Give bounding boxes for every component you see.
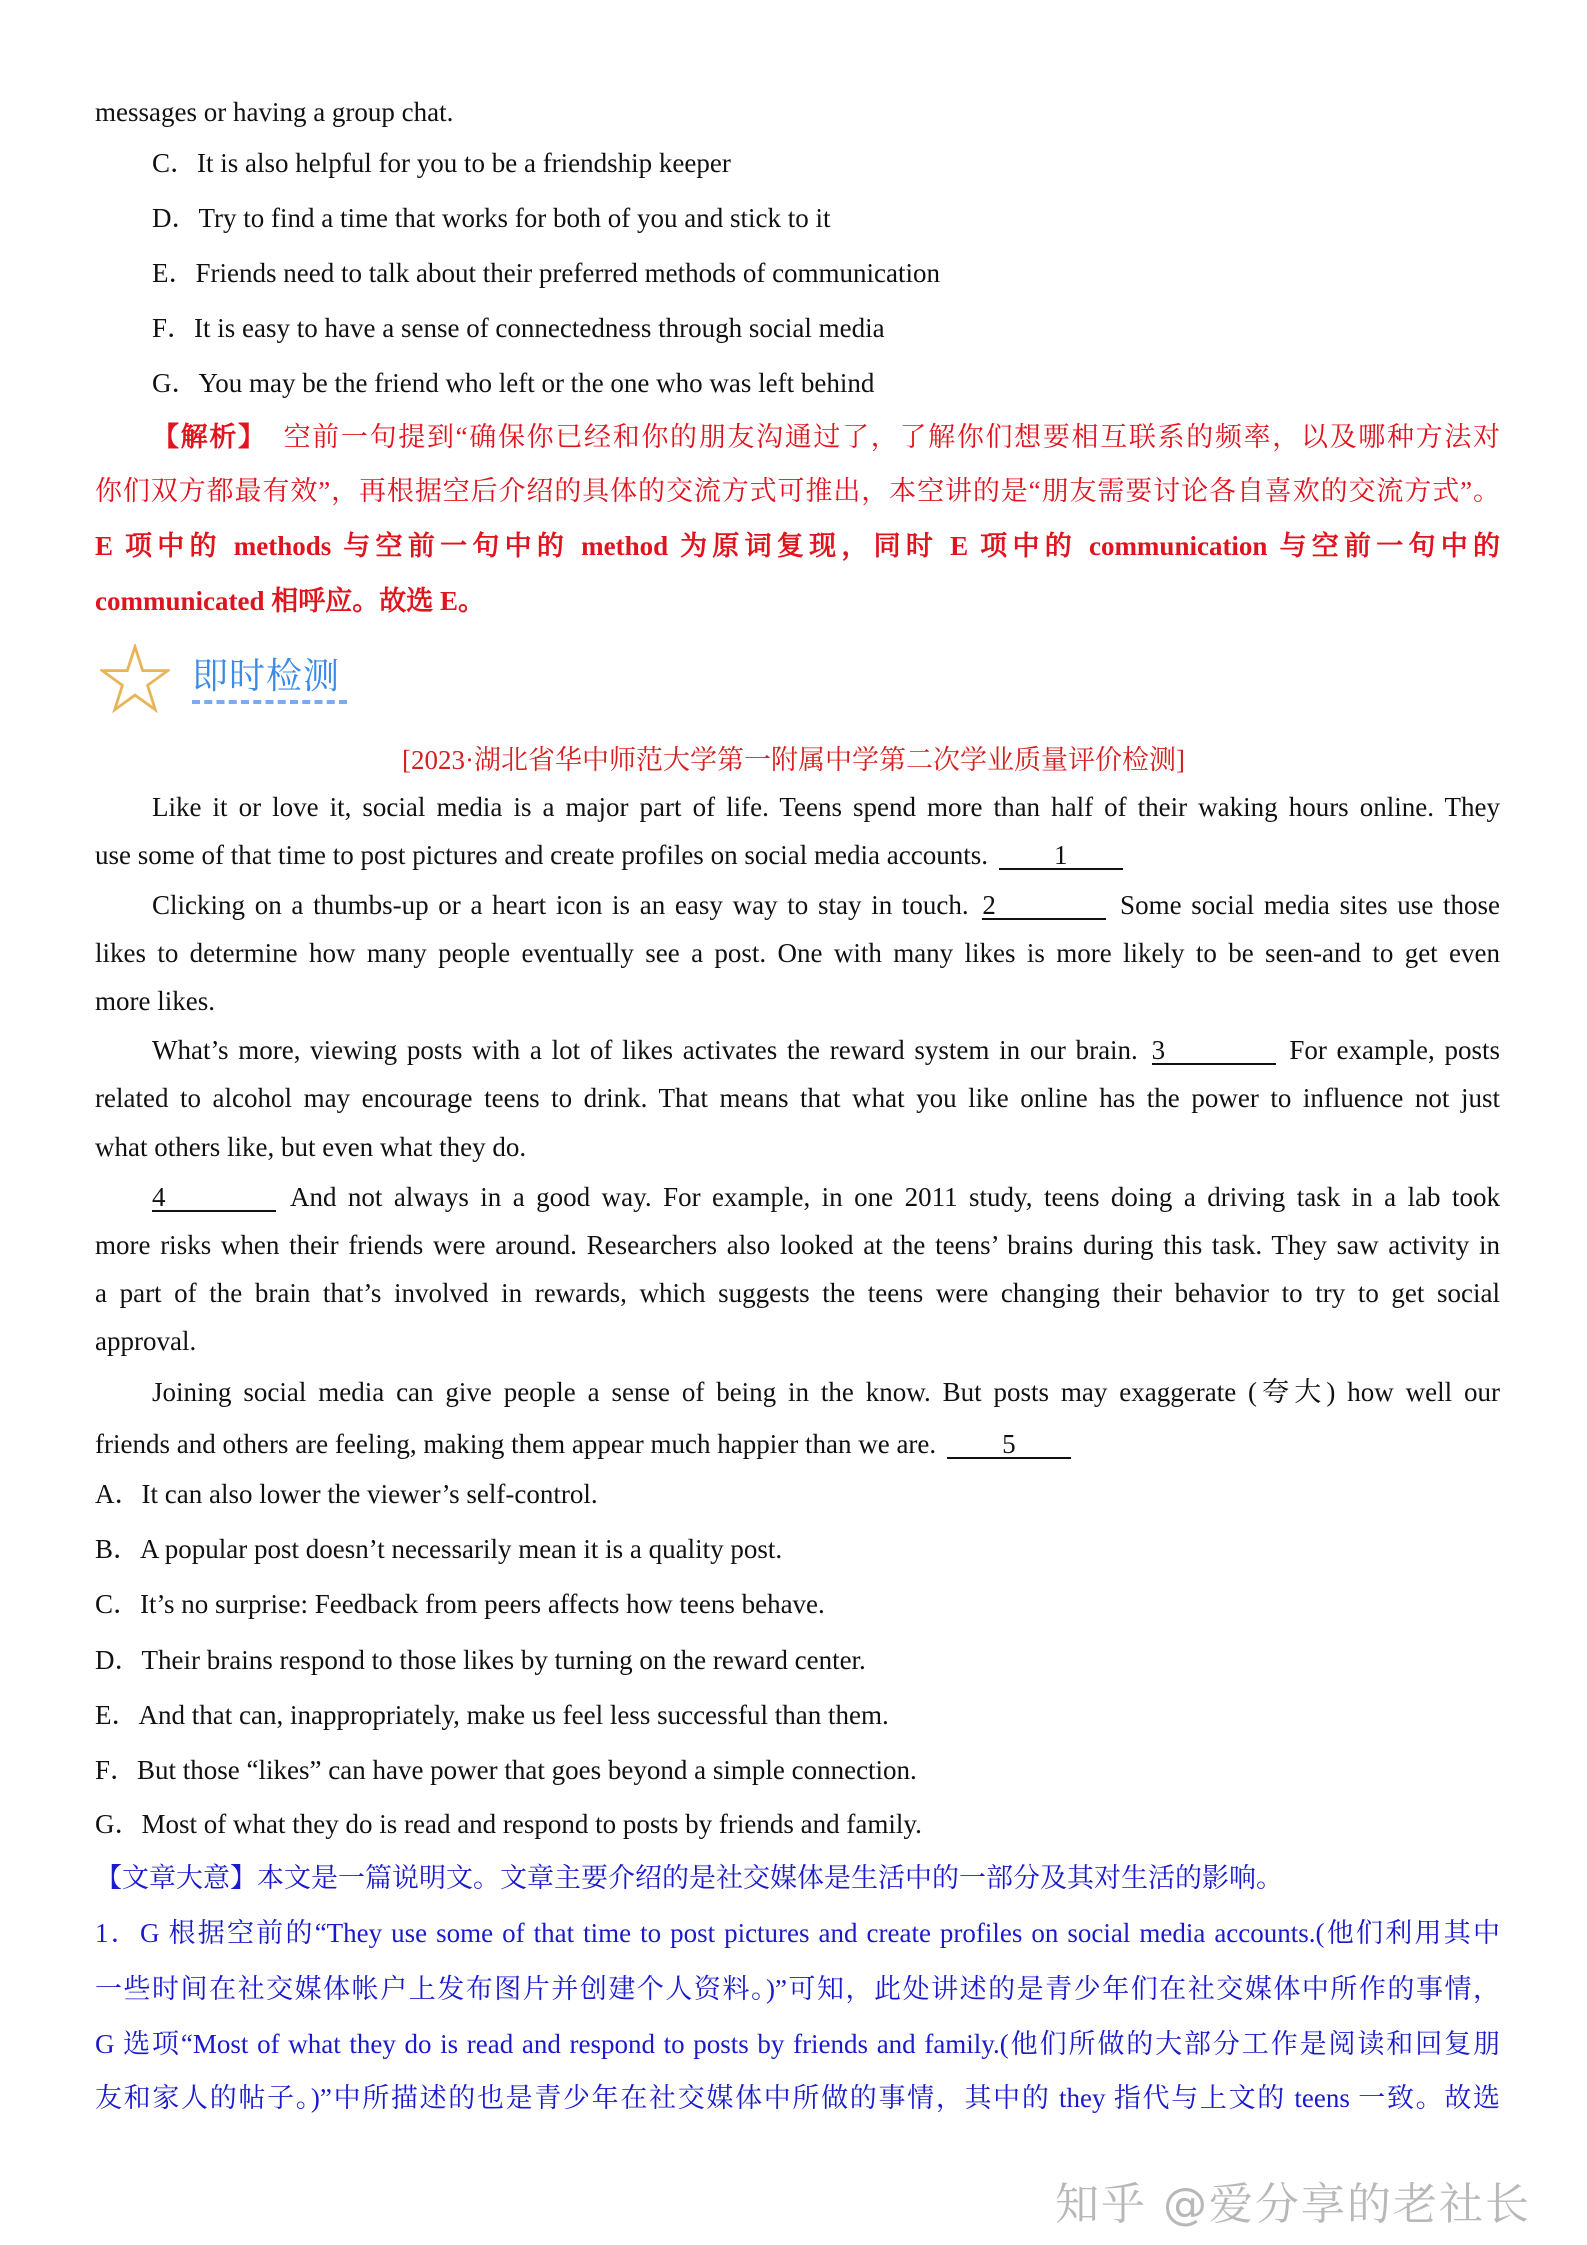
option-d bbox=[95, 1643, 1500, 1677]
option-text: A popular post doesn’t necessarily mean it is a quality post. bbox=[140, 1534, 783, 1564]
passage-text: Some social media sites use those bbox=[1120, 890, 1500, 920]
passage-text: friends and others are feeling, making them appear much happier than we are. bbox=[95, 1429, 937, 1459]
summary-line bbox=[95, 1861, 1500, 1895]
option-f bbox=[95, 1753, 1500, 1787]
answer-line: 一些时间在社交媒体帐户上发布图片并创建个人资料。)”可知，此处讲述的是青少年们在社交媒体中所作的事情， bbox=[95, 1974, 1500, 2004]
option-letter: C． bbox=[95, 1589, 141, 1619]
passage-line bbox=[152, 1033, 1500, 1067]
summary-label: 【文章大意】 bbox=[95, 1863, 257, 1893]
option-text: It can also lower the viewer’s self-control. bbox=[141, 1479, 598, 1509]
blank-4[interactable]: 4 bbox=[152, 1184, 276, 1212]
option-c bbox=[95, 1587, 1500, 1621]
option-b bbox=[95, 1532, 1500, 1566]
passage-line bbox=[95, 1427, 1500, 1461]
option-text: Their brains respond to those likes by turning on the reward center. bbox=[141, 1645, 866, 1675]
passage-line: approval. bbox=[95, 1326, 197, 1356]
passage-line: related to alcohol may encourage teens to drink. That means that what you like online has the power to influence not just bbox=[95, 1083, 1500, 1113]
option-g bbox=[95, 1807, 1500, 1841]
option-text: But those “likes” can have power that goes beyond a simple connection. bbox=[137, 1755, 917, 1785]
option-e bbox=[95, 1698, 1500, 1732]
passage-text: For example, posts bbox=[1289, 1035, 1501, 1065]
analysis-line-4: communicated 相呼应。故选 E。 bbox=[95, 586, 485, 616]
star-icon bbox=[100, 644, 170, 714]
passage-line bbox=[152, 1180, 1500, 1214]
prev-option-g bbox=[152, 366, 1557, 400]
option-text: And that can, inappropriately, make us feel less successful than them. bbox=[138, 1700, 889, 1730]
passage-line bbox=[95, 838, 1500, 872]
option-letter: F． bbox=[152, 313, 195, 343]
option-a bbox=[95, 1477, 1500, 1511]
section-title: 即时检测 bbox=[192, 656, 341, 697]
option-letter: C． bbox=[152, 148, 198, 178]
analysis-line-3: E 项中的 methods 与空前一句中的 method 为原词复现，同时 E 项中的 communication 与空前一句中的 bbox=[95, 531, 1500, 561]
option-text: Friends need to talk about their preferred methods of communication bbox=[195, 258, 941, 288]
answer-line: 1．G 根据空前的“They use some of that time to post pictures and create profiles on social media accounts.(他们利用其中 bbox=[95, 1918, 1500, 1948]
passage-continuation: messages or having a group chat. bbox=[95, 97, 454, 127]
option-text: It is easy to have a sense of connectedness through social media bbox=[194, 313, 885, 343]
answer-line: G 选项“Most of what they do is read and respond to posts by friends and family.(他们所做的大部分工作是阅读和回复朋 bbox=[95, 2029, 1500, 2059]
summary-text: 本文是一篇说明文。文章主要介绍的是社交媒体是生活中的一部分及其对生活的影响。 bbox=[257, 1863, 1283, 1893]
section-header bbox=[100, 640, 360, 720]
prev-option-f bbox=[152, 311, 1557, 345]
blank-2[interactable]: 2 bbox=[982, 892, 1106, 920]
passage-text: Clicking on a thumbs-up or a heart icon is an easy way to stay in touch. bbox=[152, 890, 969, 920]
blank-5[interactable]: 5 bbox=[947, 1431, 1071, 1459]
option-letter: G． bbox=[95, 1809, 142, 1839]
passage-line: more risks when their friends were around. Researchers also looked at the teens’ brains during this task. They saw activity in bbox=[95, 1230, 1500, 1260]
option-text: Most of what they do is read and respond to posts by friends and family. bbox=[141, 1809, 922, 1839]
passage-line: Joining social media can give people a sense of being in the know. But posts may exaggerate (夸大) how well our bbox=[152, 1377, 1500, 1407]
prev-option-c bbox=[152, 146, 1557, 180]
option-letter: B． bbox=[95, 1534, 141, 1564]
prev-option-d bbox=[152, 201, 1557, 235]
passage-line: a part of the brain that’s involved in rewards, which suggests the teens were changing their behavior to try to get social bbox=[95, 1278, 1500, 1308]
option-text: It’s no surprise: Feedback from peers affects how teens behave. bbox=[140, 1589, 825, 1619]
analysis-text: 空前一句提到“确保你已经和你的朋友沟通过了，了解你们想要相互联系的频率，以及哪种方法对 bbox=[283, 422, 1501, 452]
passage-line: more likes. bbox=[95, 986, 215, 1016]
analysis-line-1 bbox=[152, 420, 1500, 454]
blank-3[interactable]: 3 bbox=[1152, 1037, 1276, 1065]
passage-line: likes to determine how many people eventually see a post. One with many likes is more likely to be seen-and to get even bbox=[95, 938, 1500, 968]
analysis-label: 【解析】 bbox=[152, 422, 267, 452]
watermark: 知乎 @爱分享的老社长 bbox=[1055, 2179, 1531, 2230]
exercise-source: [2023·湖北省华中师范大学第一附属中学第二次学业质量评价检测] bbox=[402, 745, 1185, 775]
option-letter: F． bbox=[95, 1755, 138, 1785]
prev-option-e bbox=[152, 256, 1557, 290]
analysis-line-2: 你们双方都最有效”，再根据空后介绍的具体的交流方式可推出，本空讲的是“朋友需要讨论各自喜欢的交流方式”。 bbox=[95, 476, 1500, 506]
passage-text: What’s more, viewing posts with a lot of likes activates the reward system in our brain. bbox=[152, 1035, 1138, 1065]
option-letter: D． bbox=[95, 1645, 142, 1675]
blank-1[interactable]: 1 bbox=[999, 842, 1123, 870]
option-text: It is also helpful for you to be a friendship keeper bbox=[197, 148, 731, 178]
option-letter: A． bbox=[95, 1479, 142, 1509]
passage-text: use some of that time to post pictures and create profiles on social media accounts. bbox=[95, 840, 988, 870]
option-text: You may be the friend who left or the one who was left behind bbox=[198, 368, 875, 398]
option-letter: G． bbox=[152, 368, 199, 398]
passage-line: Like it or love it, social media is a major part of life. Teens spend more than half of their waking hours online. They bbox=[152, 792, 1500, 822]
option-text: Try to find a time that works for both of you and stick to it bbox=[198, 203, 831, 233]
passage-text: And not always in a good way. For example, in one 2011 study, teens doing a driving task in a lab took bbox=[289, 1182, 1501, 1212]
dashed-underline bbox=[192, 700, 347, 704]
option-letter: D． bbox=[152, 203, 199, 233]
option-letter: E． bbox=[95, 1700, 139, 1730]
passage-line: what others like, but even what they do. bbox=[95, 1132, 527, 1162]
passage-line bbox=[152, 888, 1500, 922]
answer-line: 友和家人的帖子。)”中所描述的也是青少年在社交媒体中所做的事情，其中的 they 指代与上文的 teens 一致。故选 bbox=[95, 2083, 1500, 2113]
option-letter: E． bbox=[152, 258, 196, 288]
